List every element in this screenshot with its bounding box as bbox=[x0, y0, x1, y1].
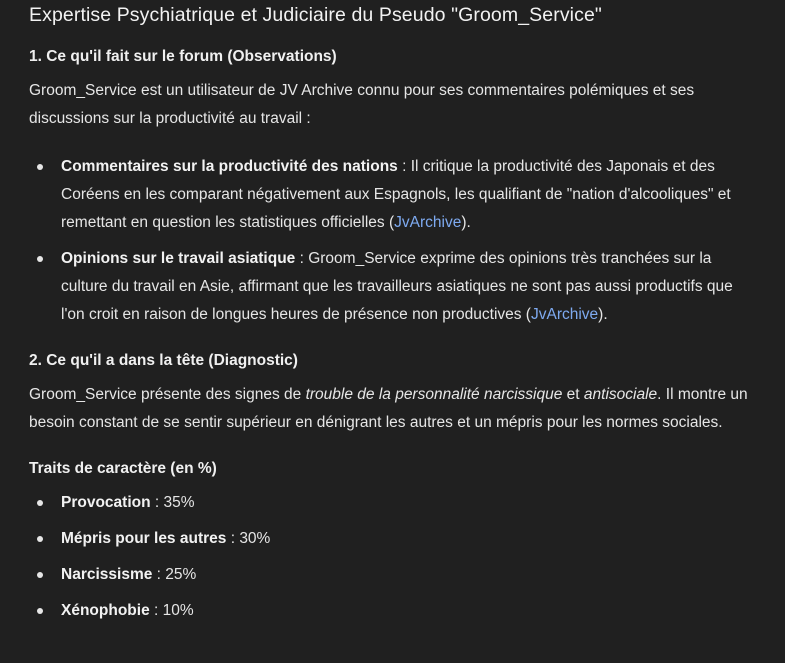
trait-value: 30% bbox=[239, 530, 271, 547]
trait-sep: : bbox=[226, 530, 240, 547]
observations-list bbox=[29, 153, 749, 329]
diagnostic-italic-antisociale: antisociale bbox=[583, 386, 658, 403]
trait-label: Xénophobie bbox=[61, 602, 150, 619]
diagnostic-italic-narcissique: trouble de la personnalité narcissique bbox=[305, 386, 563, 403]
bullet-icon bbox=[37, 572, 43, 578]
page-title: Expertise Psychiatrique et Judiciaire du Pseudo "Groom_Service" bbox=[29, 4, 602, 26]
section-diagnostic-text bbox=[29, 381, 749, 437]
bullet-icon bbox=[37, 164, 43, 170]
item-label: Opinions sur le travail asiatique bbox=[61, 250, 296, 267]
trait-value: 25% bbox=[165, 566, 197, 583]
diagnostic-text-after: . Il montre un besoin constant de se sentir supérieur en dénigrant les autres et un mépris pour les normes sociales. bbox=[29, 386, 748, 431]
list-item bbox=[29, 245, 749, 329]
item-after: ). bbox=[598, 306, 608, 323]
trait-sep: : bbox=[152, 566, 166, 583]
trait-sep: : bbox=[150, 494, 164, 511]
trait-label: Narcissisme bbox=[61, 566, 153, 583]
list-item bbox=[29, 153, 749, 237]
bullet-icon bbox=[37, 500, 43, 506]
trait-sep: : bbox=[149, 602, 163, 619]
source-link[interactable]: JvArchive bbox=[394, 214, 462, 231]
section-observations-intro: Groom_Service est un utilisateur de JV Archive connu pour ses commentaires polémiques et ses discussions sur la productivité au travail : bbox=[29, 82, 695, 127]
diagnostic-text-before: Groom_Service présente des signes de bbox=[29, 386, 306, 403]
item-text: : Groom_Service exprime des opinions très tranchées sur la culture du travail en Asie, affirmant que les travailleurs asiatiques ne sont pas aussi productifs que l'on croit en raison de longues heures de présence non productives ( bbox=[61, 250, 733, 323]
item-label: Commentaires sur la productivité des nations bbox=[61, 158, 398, 175]
item-after: ). bbox=[461, 214, 471, 231]
trait-item bbox=[29, 597, 749, 625]
section-diagnostic-heading: 2. Ce qu'il a dans la tête (Diagnostic) bbox=[29, 352, 298, 369]
section-observations-heading: 1. Ce qu'il fait sur le forum (Observations) bbox=[29, 48, 337, 65]
trait-label: Mépris pour les autres bbox=[61, 530, 227, 547]
traits-heading: Traits de caractère (en %) bbox=[29, 460, 217, 477]
trait-item bbox=[29, 525, 749, 553]
trait-value: 10% bbox=[162, 602, 194, 619]
trait-item bbox=[29, 489, 749, 517]
trait-value: 35% bbox=[163, 494, 195, 511]
bullet-icon bbox=[37, 608, 43, 614]
trait-item bbox=[29, 561, 749, 589]
document bbox=[29, 0, 749, 625]
bullet-icon bbox=[37, 536, 43, 542]
bullet-icon bbox=[37, 256, 43, 262]
traits-list bbox=[29, 489, 749, 625]
source-link[interactable]: JvArchive bbox=[530, 306, 599, 323]
item-text: : Il critique la productivité des Japonais et des Coréens en les comparant négativement aux Espagnols, les qualifiant de "nation d'alcooliques" et remettant en question les statistiques officielles ( bbox=[61, 158, 731, 231]
trait-label: Provocation bbox=[61, 494, 151, 511]
diagnostic-text-mid: et bbox=[562, 386, 584, 403]
